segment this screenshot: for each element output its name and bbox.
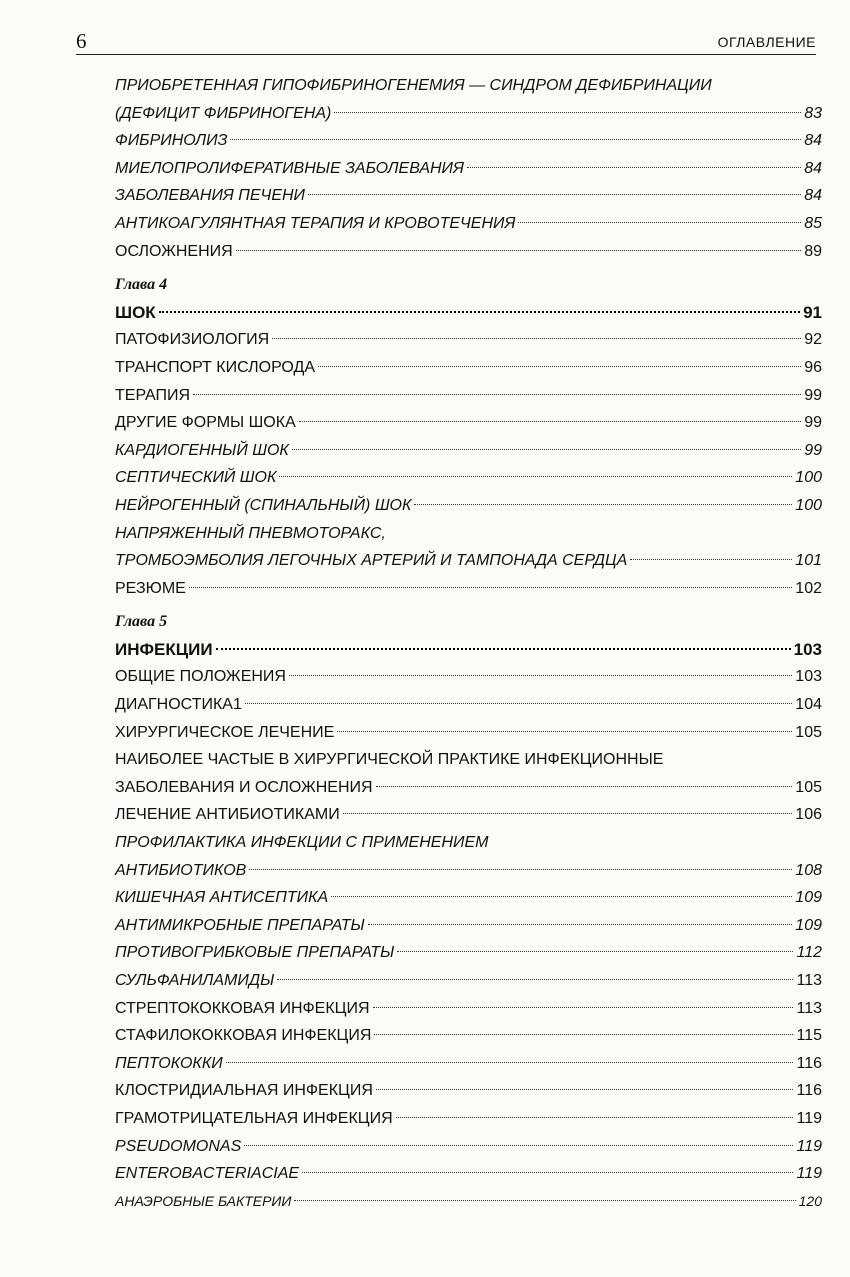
leader-dots xyxy=(397,951,793,952)
toc-entry xyxy=(115,1160,822,1188)
toc-entry xyxy=(115,520,822,575)
toc-entry xyxy=(115,382,822,410)
toc-entry-title: ТРОМБОЭМБОЛИЯ ЛЕГОЧНЫХ АРТЕРИЙ И ТАМПОНАДА СЕРДЦА xyxy=(115,552,628,570)
toc-entry-title: НЕЙРОГЕННЫЙ (СПИНАЛЬНЫЙ) ШОК xyxy=(115,496,412,514)
toc-entry-title: СТРЕПТОКОККОВАЯ ИНФЕКЦИЯ xyxy=(115,999,370,1017)
toc-entry-page: 83 xyxy=(804,104,822,122)
toc-entry xyxy=(115,1133,822,1161)
toc-entry-page: 119 xyxy=(796,1165,822,1183)
leader-dots xyxy=(272,338,801,339)
toc-entry-title: СЕПТИЧЕСКИЙ ШОК xyxy=(115,469,277,487)
toc-entry xyxy=(115,575,822,603)
toc-entry xyxy=(115,299,822,327)
toc-entry-title: СТАФИЛОКОККОВАЯ ИНФЕКЦИЯ xyxy=(115,1027,372,1045)
toc-entry-page: 106 xyxy=(795,806,822,824)
toc-entry xyxy=(115,801,822,829)
leader-dots xyxy=(244,1145,793,1146)
toc-entry-title: ЗАБОЛЕВАНИЯ ПЕЧЕНИ xyxy=(115,187,305,205)
leader-dots xyxy=(279,476,792,477)
toc-entry-page: 99 xyxy=(804,441,822,459)
toc-entry-title: АНАЭРОБНЫЕ БАКТЕРИИ xyxy=(115,1192,292,1209)
leader-dots xyxy=(308,194,801,195)
toc-entry-title: СУЛЬФАНИЛАМИДЫ xyxy=(115,972,275,989)
toc-entry-title: ПАТОФИЗИОЛОГИЯ xyxy=(115,331,270,349)
leader-dots xyxy=(337,731,792,732)
toc-entry-page: 109 xyxy=(795,916,822,934)
toc-entry xyxy=(115,155,822,183)
toc-entry-page: 119 xyxy=(796,1137,822,1155)
leader-dots xyxy=(373,1007,794,1008)
toc-entry xyxy=(115,238,822,266)
toc-entry-page: 99 xyxy=(804,386,822,404)
toc-entry-page: 109 xyxy=(795,889,822,907)
toc-entry xyxy=(115,939,822,967)
toc-entry-page: 100 xyxy=(795,496,822,514)
toc-entry xyxy=(115,912,822,940)
leader-dots xyxy=(193,394,801,395)
toc-entry-page: 84 xyxy=(804,132,822,150)
toc-entry xyxy=(115,1188,822,1216)
toc-entry-page: 96 xyxy=(804,358,822,376)
toc-entry-title: НАИБОЛЕЕ ЧАСТЫЕ В ХИРУРГИЧЕСКОЙ ПРАКТИКЕ ИНФЕКЦИОННЫЕ xyxy=(115,751,664,769)
toc-entry-title: АНТИМИКРОБНЫЕ ПРЕПАРАТЫ xyxy=(115,916,365,934)
toc-entry-title: ENTEROBACTERIACIAE xyxy=(115,1165,300,1183)
toc-entry-title: ПРОТИВОГРИБКОВЫЕ ПРЕПАРАТЫ xyxy=(115,944,395,962)
toc-entry-title: АНТИБИОТИКОВ xyxy=(115,861,247,879)
leader-dots xyxy=(230,139,801,140)
toc-entry-page: 116 xyxy=(796,1054,822,1072)
leader-dots xyxy=(189,587,792,588)
leader-dots xyxy=(292,449,801,450)
toc-entry-page: 116 xyxy=(796,1082,822,1100)
toc-entry-page: 85 xyxy=(804,214,822,232)
toc-entry-page: 84 xyxy=(804,159,822,177)
toc-entry-title: МИЕЛОПРОЛИФЕРАТИВНЫЕ ЗАБОЛЕВАНИЯ xyxy=(115,159,464,177)
toc-entry xyxy=(115,72,822,127)
toc-entry-page: 119 xyxy=(796,1109,822,1127)
page-number: 6 xyxy=(76,29,87,53)
toc-entry-page: 100 xyxy=(795,469,822,487)
toc-entry-title: КЛОСТРИДИАЛЬНАЯ ИНФЕКЦИЯ xyxy=(115,1082,373,1100)
toc-entry xyxy=(115,354,822,382)
toc-entry-page: 102 xyxy=(795,579,822,597)
leader-dots xyxy=(414,504,792,505)
toc-entry xyxy=(115,182,822,210)
toc-entry-title: ОСЛОЖНЕНИЯ xyxy=(115,242,233,260)
leader-dots xyxy=(331,896,792,897)
toc-entry-title: PSEUDOMONAS xyxy=(115,1137,242,1155)
toc-entry xyxy=(115,1077,822,1105)
toc-entry xyxy=(115,1022,822,1050)
leader-dots xyxy=(159,311,800,313)
leader-dots xyxy=(245,703,792,704)
toc-entry-title: ПРОФИЛАКТИКА ИНФЕКЦИИ С ПРИМЕНЕНИЕМ xyxy=(115,834,489,852)
toc-entry-page: 101 xyxy=(795,552,822,570)
toc-entry xyxy=(115,437,822,465)
running-head: ОГЛАВЛЕНИЕ xyxy=(717,34,816,50)
page-header xyxy=(76,30,816,55)
toc-entry xyxy=(115,884,822,912)
leader-dots xyxy=(343,813,793,814)
leader-dots xyxy=(226,1062,794,1063)
toc-entry xyxy=(115,1105,822,1133)
toc-entry-page: 108 xyxy=(795,861,822,879)
toc-entry xyxy=(115,1050,822,1078)
toc-entry-title: ЛЕЧЕНИЕ АНТИБИОТИКАМИ xyxy=(115,806,340,824)
leader-dots xyxy=(302,1172,793,1173)
toc-entry-title: КИШЕЧНАЯ АНТИСЕПТИКА xyxy=(115,889,329,907)
toc-entry-title: НАПРЯЖЕННЫЙ ПНЕВМОТОРАКС, xyxy=(115,524,386,542)
toc-entry-title: АНТИКОАГУЛЯНТНАЯ ТЕРАПИЯ И КРОВОТЕЧЕНИЯ xyxy=(115,214,516,232)
toc-entry xyxy=(115,691,822,719)
leader-dots xyxy=(294,1200,795,1201)
toc-entry xyxy=(115,636,822,664)
toc-entry-page: 105 xyxy=(795,723,822,741)
toc-entry-title: ЗАБОЛЕВАНИЯ И ОСЛОЖНЕНИЯ xyxy=(115,778,373,796)
toc-entry-title: ПРИОБРЕТЕННАЯ ГИПОФИБРИНОГЕНЕМИЯ — СИНДРОМ ДЕФИБРИНАЦИИ xyxy=(115,77,712,94)
leader-dots xyxy=(374,1034,793,1035)
leader-dots xyxy=(277,979,793,980)
toc-entry-title: ФИБРИНОЛИЗ xyxy=(115,132,228,150)
leader-dots xyxy=(318,366,801,367)
toc-entry-title: ИНФЕКЦИИ xyxy=(115,639,213,659)
toc-entry xyxy=(115,829,822,884)
toc-entry xyxy=(115,663,822,691)
toc-entry-page: 89 xyxy=(804,242,822,260)
toc-entry-title: ХИРУРГИЧЕСКОЕ ЛЕЧЕНИЕ xyxy=(115,723,335,741)
toc-entry xyxy=(115,127,822,155)
leader-dots xyxy=(630,559,792,560)
toc-entry-page: 113 xyxy=(796,972,822,989)
leader-dots xyxy=(467,167,801,168)
toc-entry-page: 92 xyxy=(804,331,822,349)
toc-entry xyxy=(115,409,822,437)
toc-entry-page: 120 xyxy=(798,1192,822,1209)
toc-entry xyxy=(115,995,822,1023)
toc-entry-page: 103 xyxy=(793,639,822,659)
leader-dots xyxy=(289,675,792,676)
toc-entry xyxy=(115,746,822,801)
leader-dots xyxy=(368,924,793,925)
table-of-contents xyxy=(115,72,822,1215)
chapter-label: Глава 5 xyxy=(115,613,168,631)
toc-entry-page: 103 xyxy=(795,668,822,686)
leader-dots xyxy=(249,869,792,870)
toc-entry-title: ТЕРАПИЯ xyxy=(115,386,191,404)
toc-entry-title: ГРАМОТРИЦАТЕЛЬНАЯ ИНФЕКЦИЯ xyxy=(115,1109,393,1127)
toc-entry xyxy=(115,492,822,520)
toc-entry xyxy=(115,719,822,747)
leader-dots xyxy=(518,222,801,223)
toc-entry-page: 99 xyxy=(804,414,822,432)
toc-entry-title: ТРАНСПОРТ КИСЛОРОДА xyxy=(115,358,315,376)
toc-entry-title: КАРДИОГЕННЫЙ ШОК xyxy=(115,441,289,459)
leader-dots xyxy=(236,250,802,251)
toc-entry-title: ШОК xyxy=(115,302,156,322)
toc-entry-page: 91 xyxy=(803,302,822,322)
toc-entry-page: 112 xyxy=(796,944,822,962)
toc-entry-title: ОБЩИЕ ПОЛОЖЕНИЯ xyxy=(115,668,286,686)
toc-entry-page: 113 xyxy=(796,999,822,1017)
toc-entry xyxy=(115,464,822,492)
toc-entry-title: ДРУГИЕ ФОРМЫ ШОКА xyxy=(115,414,296,432)
chapter-label: Глава 4 xyxy=(115,276,168,294)
leader-dots xyxy=(376,786,793,787)
toc-entry-page: 84 xyxy=(804,187,822,205)
toc-entry-title: ПЕПТОКОККИ xyxy=(115,1054,223,1072)
leader-dots xyxy=(396,1117,794,1118)
toc-entry-title: (ДЕФИЦИТ ФИБРИНОГЕНА) xyxy=(115,104,332,122)
toc-entry-page: 115 xyxy=(796,1027,822,1045)
toc-entry-page: 105 xyxy=(795,778,822,796)
leader-dots xyxy=(216,648,791,650)
toc-entry xyxy=(115,210,822,238)
toc-entry xyxy=(115,326,822,354)
toc-entry-title: РЕЗЮМЕ xyxy=(115,579,186,597)
leader-dots xyxy=(334,112,801,113)
leader-dots xyxy=(376,1089,794,1090)
leader-dots xyxy=(299,421,801,422)
toc-entry-page: 104 xyxy=(795,696,822,714)
toc-entry xyxy=(115,967,822,995)
toc-entry-title: ДИАГНОСТИКА1 xyxy=(115,696,242,714)
